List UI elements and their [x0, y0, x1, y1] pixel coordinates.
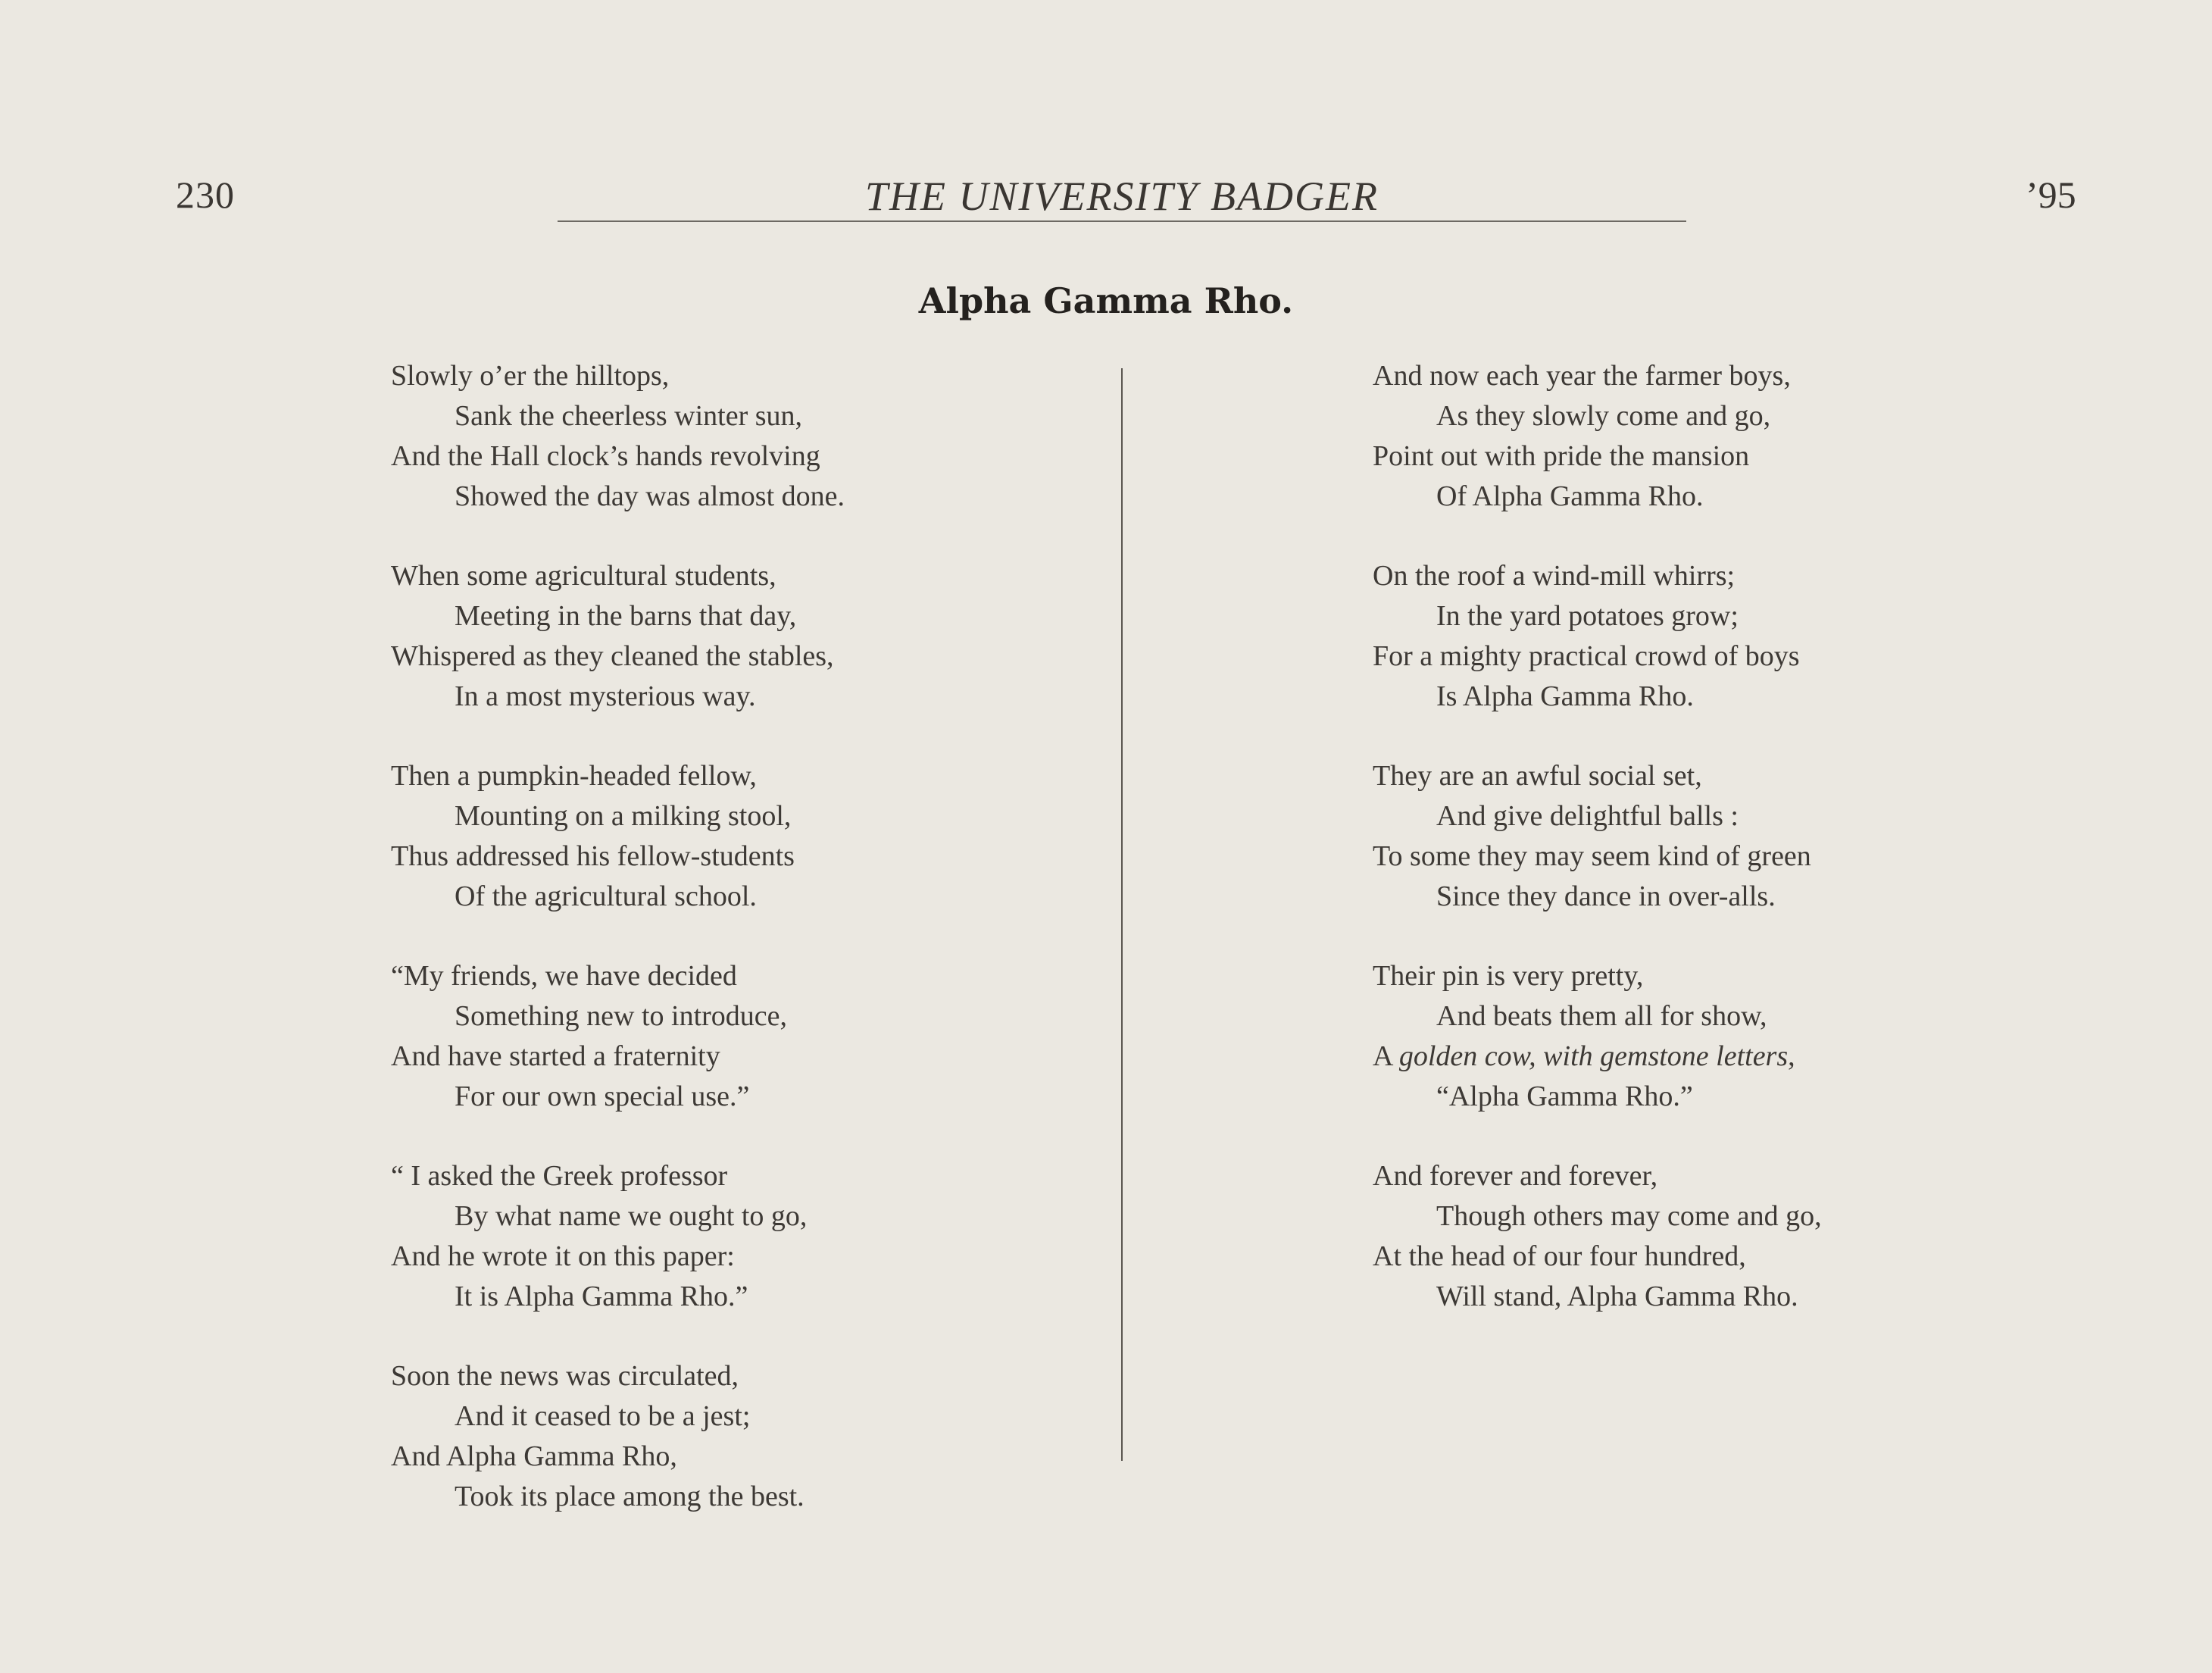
verse-line: And forever and forever, — [1373, 1160, 1658, 1192]
verse-line: When some agricultural students, — [391, 560, 776, 592]
italic-suffix: , — [1788, 1040, 1795, 1072]
stanza — [391, 1156, 997, 1317]
verse-line: And give delightful balls : — [1436, 800, 1739, 832]
verse-line: Mounting on a milking stool, — [455, 800, 792, 832]
verse-line: Soon the news was circulated, — [391, 1360, 739, 1392]
column-divider — [1121, 368, 1123, 1461]
verse-line: Their pin is very pretty, — [1373, 960, 1644, 992]
verse-line-italic — [1373, 1037, 1979, 1077]
verse-line: In a most mysterious way. — [455, 680, 756, 712]
stanza — [1373, 356, 1979, 517]
verse-line: Something new to introduce, — [455, 1000, 788, 1032]
verse-line: For our own special use.” — [455, 1080, 750, 1112]
stanza — [391, 556, 997, 717]
poem-left-column — [391, 356, 997, 1556]
year-mark: ’95 — [2026, 174, 2076, 216]
verse-line: And he wrote it on this paper: — [391, 1240, 735, 1272]
stanza — [391, 756, 997, 917]
verse-line: They are an awful social set, — [1373, 760, 1702, 792]
verse-line: And now each year the farmer boys, — [1373, 360, 1791, 392]
verse-line: Took its place among the best. — [455, 1481, 805, 1512]
page-number: 230 — [176, 174, 235, 216]
italic-prefix: A — [1373, 1040, 1399, 1072]
verse-line: Sank the cheerless winter sun, — [455, 400, 803, 432]
verse-line: For a mighty practical crowd of boys — [1373, 640, 1800, 672]
header-rule — [558, 220, 1686, 222]
stanza — [1373, 756, 1979, 917]
verse-line: Then a pumpkin-headed fellow, — [391, 760, 757, 792]
verse-line: At the head of our four hundred, — [1373, 1240, 1746, 1272]
poem-title: Alpha Gamma Rho. — [918, 280, 1294, 321]
stanza — [391, 956, 997, 1117]
italic-phrase: golden cow, with gemstone letters — [1398, 1040, 1789, 1072]
verse-line: And Alpha Gamma Rho, — [391, 1440, 677, 1472]
stanza — [391, 1356, 997, 1517]
verse-line: To some they may seem kind of green — [1373, 840, 1811, 872]
verse-line: Thus addressed his fellow-students — [391, 840, 795, 872]
poem-right-column — [1373, 356, 1979, 1356]
stanza — [1373, 956, 1979, 1117]
verse-line: And have started a fraternity — [391, 1040, 720, 1072]
verse-line: By what name we ought to go, — [455, 1200, 808, 1232]
verse-line: Since they dance in over-alls. — [1436, 880, 1776, 912]
verse-line: Of Alpha Gamma Rho. — [1436, 480, 1704, 512]
stanza — [391, 356, 997, 517]
verse-line: And it ceased to be a jest; — [455, 1400, 751, 1432]
running-head: THE UNIVERSITY BADGER — [865, 174, 1379, 219]
verse-line: Slowly o’er the hilltops, — [391, 360, 670, 392]
verse-line: Of the agricultural school. — [455, 880, 757, 912]
verse-line: In the yard potatoes grow; — [1436, 600, 1739, 632]
verse-line: Whispered as they cleaned the stables, — [391, 640, 834, 672]
verse-line: And beats them all for show, — [1436, 1000, 1767, 1032]
verse-line: Is Alpha Gamma Rho. — [1436, 680, 1694, 712]
verse-line: Meeting in the barns that day, — [455, 600, 797, 632]
verse-line: Point out with pride the mansion — [1373, 440, 1750, 472]
verse-line: It is Alpha Gamma Rho.” — [455, 1281, 748, 1312]
stanza — [1373, 1156, 1979, 1317]
verse-line: “Alpha Gamma Rho.” — [1436, 1080, 1693, 1112]
verse-line: As they slowly come and go, — [1436, 400, 1771, 432]
stanza — [1373, 556, 1979, 717]
verse-line: And the Hall clock’s hands revolving — [391, 440, 820, 472]
verse-line: “My friends, we have decided — [391, 960, 737, 992]
verse-line: On the roof a wind-mill whirrs; — [1373, 560, 1736, 592]
verse-line: “ I asked the Greek professor — [391, 1160, 728, 1192]
verse-line: Will stand, Alpha Gamma Rho. — [1436, 1281, 1798, 1312]
verse-line: Though others may come and go, — [1436, 1200, 1822, 1232]
verse-line: Showed the day was almost done. — [455, 480, 845, 512]
